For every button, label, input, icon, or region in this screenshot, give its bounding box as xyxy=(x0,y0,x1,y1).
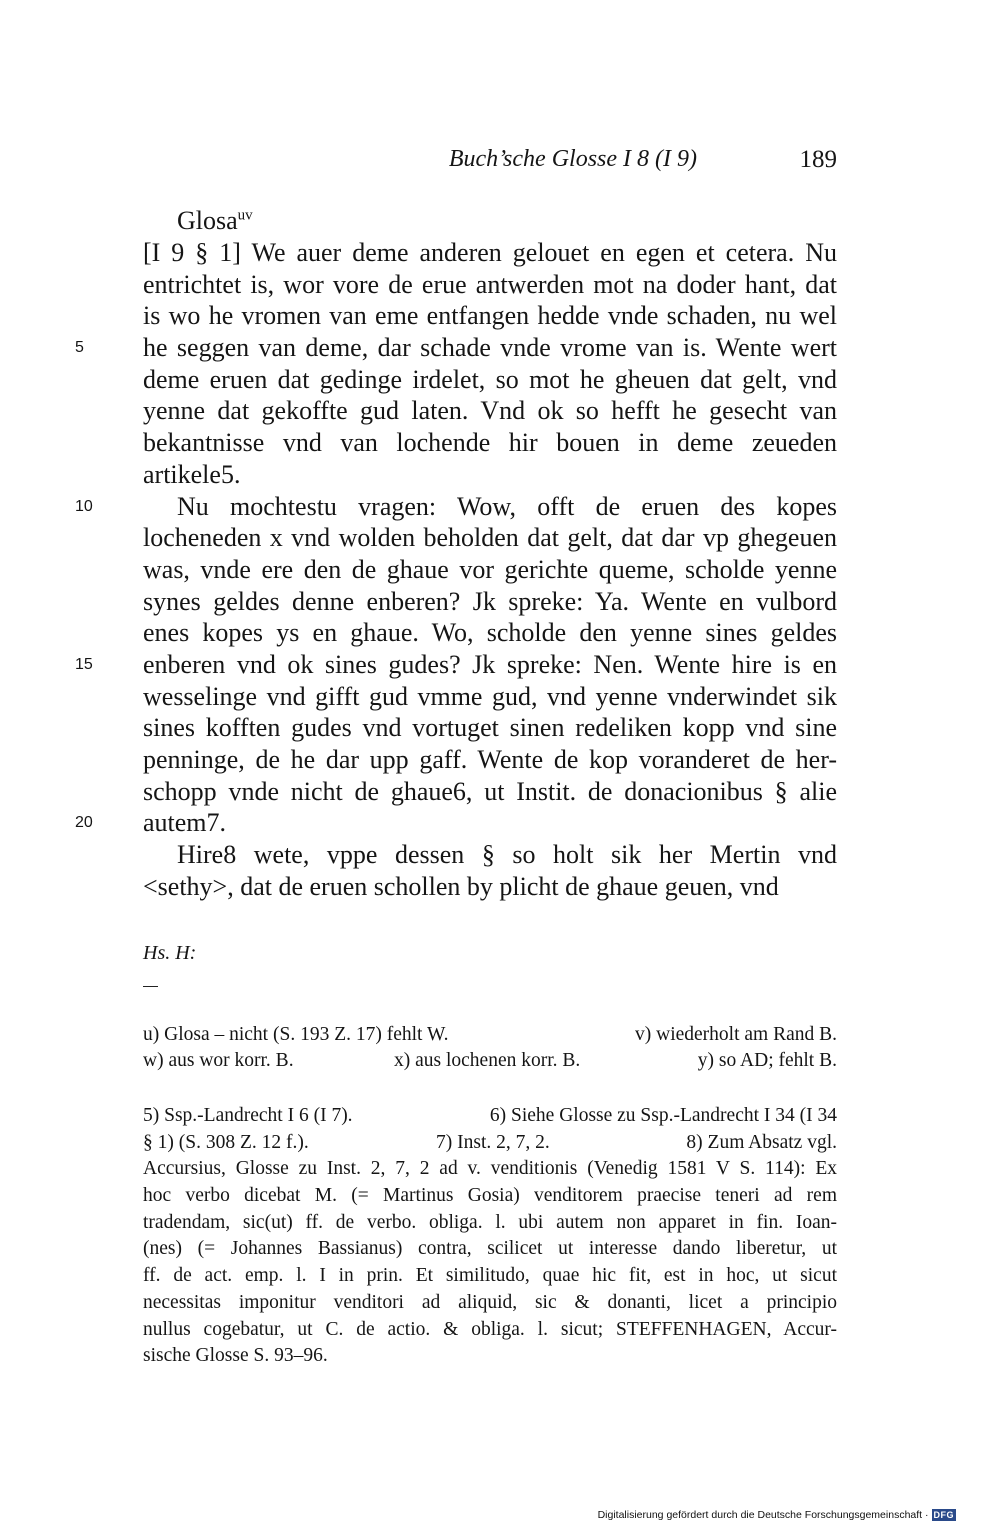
line-text: enes kopes ys en ghaue. Wo, scholde den yenne sines geldes xyxy=(143,618,837,648)
footnote-line: nullus cogebatur, ut C. de actio. & obliga. l. sicut; STEFFENHAGEN, Accur- xyxy=(143,1318,837,1340)
glosa-line xyxy=(143,839,837,871)
line-text: deme eruen dat gedinge irdelet, so mot he gheuen dat gelt, vnd xyxy=(143,364,837,394)
line-number: 5 xyxy=(75,339,84,357)
line-text: locheneden x vnd wolden beholden dat gelt, dat dar vp ghegeuen xyxy=(143,523,837,553)
apparatus-line xyxy=(143,1022,837,1048)
critical-apparatus xyxy=(143,1022,837,1074)
line-text: wesselinge vnd gifft gud vmme gud, vnd yenne vnderwindet sik xyxy=(143,681,837,711)
line-text: is wo he vromen van eme entfangen hedde vnde schaden, nu wel xyxy=(143,301,837,331)
line-text: schopp vnde nicht de ghaue6, ut Instit. de donacionibus § alie xyxy=(143,776,837,806)
footnote-line xyxy=(143,1130,837,1157)
glosa-heading-text: Glosa xyxy=(177,206,238,235)
glosa-line xyxy=(143,364,837,396)
glosa-heading-sup: uv xyxy=(237,207,253,224)
siglum-dash xyxy=(143,986,158,987)
glosa-line xyxy=(143,744,837,776)
glosa-line xyxy=(143,459,837,491)
line-text: [I 9 § 1] We auer deme anderen gelouet en egen et cetera. Nu xyxy=(143,238,837,267)
footnote-line xyxy=(143,1103,837,1130)
glosa-heading xyxy=(177,206,253,236)
glosa-line xyxy=(143,554,837,586)
footnote-5: 5) Ssp.-Landrecht I 6 (I 7). xyxy=(143,1105,353,1126)
line-text: bekantnisse vnd van lochende hir bouen in deme zeueden xyxy=(143,428,837,458)
line-text: yenne dat gekoffte gud laten. Vnd ok so hefft he gesecht van xyxy=(143,396,837,426)
line-text: autem7. xyxy=(143,808,227,838)
line-number: 20 xyxy=(75,814,93,832)
apparatus-note-w: w) aus wor korr. B. xyxy=(143,1050,294,1071)
footnote-6-cont: § 1) (S. 308 Z. 12 f.). xyxy=(143,1131,309,1153)
apparatus-note-x: x) aus lochenen korr. B. xyxy=(394,1050,581,1071)
glosa-line xyxy=(143,712,837,744)
apparatus-line xyxy=(143,1048,837,1074)
manuscript-siglum: Hs. H: xyxy=(143,942,197,964)
glosa-line xyxy=(75,807,837,839)
page-number: 189 xyxy=(799,146,837,173)
footnote-line: necessitas imponitur venditori ad aliquid, sic & donanti, licet a principio xyxy=(143,1291,837,1313)
line-text: artikele5. xyxy=(143,459,241,489)
glosa-line xyxy=(75,649,837,681)
dfg-logo: DFG xyxy=(933,1510,954,1520)
footnote-7: 7) Inst. 2, 7, 2. xyxy=(436,1131,550,1153)
digitization-credit xyxy=(598,1509,956,1521)
glosa-line xyxy=(143,395,837,427)
line-number: 10 xyxy=(75,497,93,515)
line-text: enberen vnd ok sines gudes? Jk spreke: Nen. Wente hire is en xyxy=(143,649,837,679)
apparatus-note-u: u) Glosa – nicht (S. 193 Z. 17) fehlt W. xyxy=(143,1024,449,1045)
line-text: Nu mochtestu vragen: Wow, offt de eruen des kopes xyxy=(177,491,837,521)
footnote-line: Accursius, Glosse zu Inst. 2, 7, 2 ad v. venditionis (Venedig 1581 V S. 114): Ex xyxy=(143,1158,837,1180)
glosa-line xyxy=(143,776,837,808)
footnote-line: sische Glosse S. 93–96. xyxy=(143,1345,328,1367)
apparatus-note-v: v) wiederholt am Rand B. xyxy=(635,1024,837,1045)
line-text: synes geldes denne enberen? Jk spreke: Ya. Wente en vulbord xyxy=(143,586,837,616)
glosa-line xyxy=(143,300,837,332)
glosa-line xyxy=(75,332,837,364)
glosa-line xyxy=(143,522,837,554)
line-number: 15 xyxy=(75,655,93,673)
line-text: entrichtet is, wor vore de erue antwerden mot na doder hant, dat xyxy=(143,269,837,299)
glosa-line xyxy=(143,871,837,903)
apparatus-note-y: y) so AD; fehlt B. xyxy=(697,1050,837,1071)
line-text: was, vnde ere den de ghaue vor gerichte queme, scholde yenne xyxy=(143,554,837,584)
glosa-line xyxy=(143,269,837,301)
footnote-line: (nes) (= Johannes Bassianus) contra, scilicet ut interesse dando liberetur, ut xyxy=(143,1238,837,1260)
footnote-line: hoc verbo dicebat M. (= Martinus Gosia) venditorem praecise teneri ad rem xyxy=(143,1185,837,1207)
running-title: Buch’sche Glosse I 8 (I 9) xyxy=(448,146,697,172)
line-text: Hire8 wete, vppe dessen § so holt sik her Mertin vnd xyxy=(177,840,837,870)
page-header xyxy=(143,146,837,182)
glosa-line xyxy=(143,617,837,649)
glosa-line xyxy=(143,427,837,459)
footnotes xyxy=(143,1103,837,1370)
footnote-8: 8) Zum Absatz vgl. xyxy=(686,1131,837,1153)
credit-text: Digitalisierung gefördert durch die Deutsche Forschungsgemeinschaft · xyxy=(597,1509,929,1521)
glosa-line xyxy=(75,491,837,523)
line-text: sines kofften gudes vnd vortuget sinen redeliken kopp vnd sine xyxy=(143,713,837,743)
line-text: he seggen van deme, dar schade vnde vrome van is. Wente wert xyxy=(143,333,837,363)
glosa-line xyxy=(143,681,837,713)
line-text: penninge, de he dar upp gaff. Wente de kop voranderet de her- xyxy=(143,745,837,774)
footnote-line: ff. de act. emp. l. I in prin. Et similitudo, quae hic fit, est in hoc, ut sicut xyxy=(143,1265,837,1287)
glosa-line xyxy=(143,586,837,618)
line-text: <sethy>, dat de eruen schollen by plicht de ghaue geuen, vnd xyxy=(143,871,779,901)
footnote-6: 6) Siehe Glosse zu Ssp.-Landrecht I 34 (I 34 xyxy=(489,1105,837,1126)
glosa-body xyxy=(75,237,837,902)
glosa-line xyxy=(143,237,837,269)
footnote-line: tradendam, sic(ut) ff. de verbo. obliga. l. ubi autem non apparet in fin. Ioan- xyxy=(143,1211,837,1233)
